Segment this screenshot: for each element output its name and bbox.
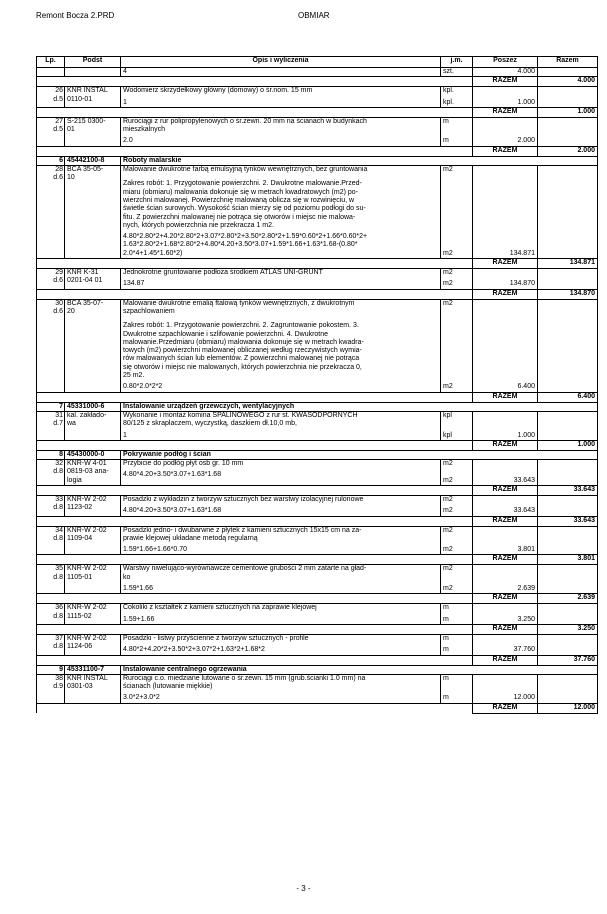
item-podst: kal. zakłado- wa bbox=[65, 411, 121, 440]
item-units bbox=[441, 460, 473, 486]
item-desc-text: Malowanie dwukrotne emalią ftalową tynków wewnętrznych, z dwukrotnym szpachlowaniem bbox=[123, 299, 355, 315]
item-podst: KNR-W 2-02 1105-01 bbox=[65, 565, 121, 594]
razem-total: 33.643 bbox=[538, 485, 598, 495]
section-title: Pokrywanie podłóg i ścian bbox=[121, 450, 598, 459]
item-unit-head: kpl bbox=[443, 411, 452, 419]
item-row bbox=[37, 674, 598, 703]
razem-blank bbox=[37, 259, 473, 269]
razem-total: 6.400 bbox=[538, 392, 598, 402]
item-total-empty bbox=[538, 674, 598, 703]
item-total-empty bbox=[538, 411, 598, 440]
item-total-empty bbox=[538, 526, 598, 555]
razem-blank bbox=[37, 107, 473, 117]
item-description bbox=[121, 634, 441, 655]
item-lp bbox=[37, 68, 65, 77]
section-code: 45430000-0 bbox=[65, 450, 121, 459]
razem-total: 2.639 bbox=[538, 594, 598, 604]
razem-total: 37.760 bbox=[538, 655, 598, 665]
item-lp: 35 d.8 bbox=[37, 565, 65, 594]
razem-total: 3.250 bbox=[538, 624, 598, 634]
item-desc-text: Rurociągi c.o. miedziane lutowane o śr.zewn. 15 mm (grub.ścianki 1.0 mm) na ścianach (lutowanie miękkie) bbox=[123, 674, 366, 691]
razem-total: 1.000 bbox=[538, 107, 598, 117]
item-value: 4.000 bbox=[473, 68, 538, 77]
razem-label: RAZEM bbox=[473, 655, 538, 665]
item-unit-calc: kpl bbox=[443, 431, 452, 439]
item-unit-calc: m2 bbox=[443, 476, 453, 484]
razem-blank bbox=[37, 624, 473, 634]
item-unit-calc: m2 bbox=[443, 546, 453, 554]
item-units bbox=[441, 604, 473, 625]
item-value: 1.000 bbox=[473, 411, 538, 440]
section-number: 8 bbox=[37, 450, 65, 459]
item-desc-calc: 1.59+1.66 bbox=[123, 615, 155, 623]
item-unit-calc: m2 bbox=[443, 507, 453, 515]
item-desc-calc: 4.80*2.80*2+4.20*2.80*2+3.07*2.80*2+3.50*2.80*2+1.59*0.60*2+1.66*0.60*2+ 1.63*2.80*2+1.68*2.80*2+4.80*4.20+3.50*3.07+1.59*1.66+1.63*1.68-(0.80* 2.0*4+1.45*1.60*2) bbox=[123, 233, 368, 257]
item-value: 37.760 bbox=[473, 634, 538, 655]
item-unit-head: m2 bbox=[443, 166, 453, 174]
razem-blank bbox=[37, 516, 473, 526]
item-podst: KNR INSTAL 0110-01 bbox=[65, 87, 121, 108]
item-desc-calc: 4.80*4.20+3.50*3.07+1.63*1.68 bbox=[123, 471, 222, 479]
item-total-empty bbox=[538, 604, 598, 625]
razem-row bbox=[37, 516, 598, 526]
item-unit-head: m bbox=[443, 634, 449, 642]
item-row bbox=[37, 411, 598, 440]
razem-label: RAZEM bbox=[473, 259, 538, 269]
item-row bbox=[37, 117, 598, 146]
item-units bbox=[441, 526, 473, 555]
item-value: 3.801 bbox=[473, 526, 538, 555]
item-desc-text: Jednokrotne gruntowanie podłoża środkiem ATLAS UNI-GRUNT bbox=[123, 269, 323, 277]
item-value: 2.639 bbox=[473, 565, 538, 594]
section-row bbox=[37, 665, 598, 674]
section-number: 7 bbox=[37, 402, 65, 411]
razem-row bbox=[37, 146, 598, 156]
item-row bbox=[37, 269, 598, 290]
item-description bbox=[121, 269, 441, 290]
item-desc-calc: 0.80*2.0*2*2 bbox=[123, 383, 163, 391]
item-lp: 37 d.8 bbox=[37, 634, 65, 655]
razem-label: RAZEM bbox=[473, 516, 538, 526]
item-podst: KNR-W 2-02 1124-06 bbox=[65, 634, 121, 655]
item-desc-text: Przybicie do podłóg płyt osb gr. 10 mm bbox=[123, 460, 244, 468]
col-opis: Opis i wyliczenia bbox=[121, 57, 441, 68]
item-value: 33.643 bbox=[473, 495, 538, 516]
item-unit-calc: m2 bbox=[443, 383, 453, 391]
item-unit-calc: m2 bbox=[443, 280, 453, 288]
item-row bbox=[37, 526, 598, 555]
item-total-empty bbox=[538, 565, 598, 594]
item-desc-calc: 2.0 bbox=[123, 137, 133, 145]
razem-row bbox=[37, 392, 598, 402]
item-unit-calc: m bbox=[443, 646, 449, 654]
item-unit-head: m bbox=[443, 117, 449, 125]
item-desc-text: Posadzki jedno- i dwubarwne z płytek z kamieni sztucznych 15x15 cm na za- prawie klejowej układane metodą regularną bbox=[123, 526, 362, 542]
item-units bbox=[441, 269, 473, 290]
razem-label: RAZEM bbox=[473, 485, 538, 495]
razem-row bbox=[37, 107, 598, 117]
item-description bbox=[121, 299, 441, 392]
item-units bbox=[441, 117, 473, 146]
item-unit-head: m2 bbox=[443, 565, 453, 573]
item-unit-calc: m bbox=[443, 694, 449, 702]
item-value: 6.400 bbox=[473, 299, 538, 392]
item-units bbox=[441, 299, 473, 392]
razem-total: 12.000 bbox=[538, 703, 598, 713]
item-unit-head: m2 bbox=[443, 269, 453, 277]
section-title: Roboty malarskie bbox=[121, 156, 598, 165]
item-lp: 29 d.6 bbox=[37, 269, 65, 290]
item-value: 134.870 bbox=[473, 269, 538, 290]
item-lp: 33 d.8 bbox=[37, 495, 65, 516]
item-units bbox=[441, 674, 473, 703]
page-number: - 3 - bbox=[296, 884, 311, 893]
item-unit-head: m bbox=[443, 604, 449, 612]
item-total-empty bbox=[538, 634, 598, 655]
item-row bbox=[37, 87, 598, 108]
razem-row bbox=[37, 259, 598, 269]
section-code: 45442100-8 bbox=[65, 156, 121, 165]
item-podst: BCA 35-05- 10 bbox=[65, 166, 121, 259]
section-number: 9 bbox=[37, 665, 65, 674]
item-description bbox=[121, 117, 441, 146]
item-value: 33.643 bbox=[473, 460, 538, 486]
razem-row bbox=[37, 594, 598, 604]
razem-total: 134.870 bbox=[538, 289, 598, 299]
item-desc-text: Malowanie dwukrotne farbą emulsyjną tynków wewnętrznych, bez gruntowania bbox=[123, 166, 368, 174]
item-row bbox=[37, 634, 598, 655]
table-body bbox=[37, 68, 598, 714]
section-code: 45331000-6 bbox=[65, 402, 121, 411]
item-desc-calc: 4.80*4.20+3.50*3.07+1.63*1.68 bbox=[123, 507, 222, 515]
item-value: 1.000 bbox=[473, 87, 538, 108]
item-unit-head: m2 bbox=[443, 495, 453, 503]
item-description bbox=[121, 604, 441, 625]
section-row bbox=[37, 450, 598, 459]
razem-blank bbox=[37, 146, 473, 156]
item-row bbox=[37, 166, 598, 259]
item-total-empty bbox=[538, 299, 598, 392]
item-podst: KNR-W 2-02 1115-02 bbox=[65, 604, 121, 625]
item-description bbox=[121, 166, 441, 259]
item-unit-head: m2 bbox=[443, 526, 453, 534]
item-row bbox=[37, 460, 598, 486]
razem-row bbox=[37, 77, 598, 87]
razem-label: RAZEM bbox=[473, 392, 538, 402]
item-units bbox=[441, 87, 473, 108]
item-desc-calc: 1.59*1.66+1.66*0.70 bbox=[123, 546, 188, 554]
section-row bbox=[37, 156, 598, 165]
item-unit: szt. bbox=[441, 68, 473, 77]
razem-label: RAZEM bbox=[473, 624, 538, 634]
item-description bbox=[121, 495, 441, 516]
item-desc-text: Posadzki - listwy przyścienne z tworzyw sztucznych - profile bbox=[123, 634, 309, 642]
item-lp: 26 d.5 bbox=[37, 87, 65, 108]
razem-blank bbox=[37, 289, 473, 299]
item-description bbox=[121, 87, 441, 108]
razem-blank bbox=[37, 440, 473, 450]
item-row bbox=[37, 68, 598, 77]
razem-blank bbox=[37, 77, 473, 87]
item-desc-note: Zakres robót: 1. Przygotowanie powierzchni. 2. Zagruntowanie pokostem. 3. Dwukrotne szpachlowanie i szlifowanie powierzchni. 4. Dwukrotne malowanie.Przedmiaru (obmiaru) malowania dokonuje się w metrach kwadra- towych (m2) powierzchni malowanej obliczanej według rzeczywistych wymia- rów malowanych ścian lub elementów. Z powierzchni malowanej nie potrąca się otworów i miejsc nie malowanych, których powierzchnia nie przekracza 0, 25 m2. bbox=[123, 322, 364, 380]
razem-label: RAZEM bbox=[473, 77, 538, 87]
item-desc-text: Wodomierz skrzydełkowy główny (domowy) o śr.nom. 15 mm bbox=[123, 87, 313, 95]
razem-label: RAZEM bbox=[473, 555, 538, 565]
item-lp: 31 d.7 bbox=[37, 411, 65, 440]
razem-total: 1.000 bbox=[538, 440, 598, 450]
item-calc: 4 bbox=[121, 68, 441, 77]
item-units bbox=[441, 565, 473, 594]
item-total-empty bbox=[538, 68, 598, 77]
item-unit-calc: kpl. bbox=[443, 98, 454, 106]
item-podst: KNR-W 4-01 0819-03 ana- logia bbox=[65, 460, 121, 486]
item-lp: 36 d.8 bbox=[37, 604, 65, 625]
item-desc-text: Rurociągi z rur polipropylenowych o śr.zewn. 20 mm na ścianach w budynkach mieszkalnych bbox=[123, 117, 367, 134]
item-units bbox=[441, 166, 473, 259]
razem-row bbox=[37, 655, 598, 665]
item-podst bbox=[65, 68, 121, 77]
razem-total: 2.000 bbox=[538, 146, 598, 156]
col-jm: j.m. bbox=[441, 57, 473, 68]
item-unit-calc: m bbox=[443, 137, 449, 145]
section-number: 6 bbox=[37, 156, 65, 165]
razem-blank bbox=[37, 594, 473, 604]
item-total-empty bbox=[538, 117, 598, 146]
item-row bbox=[37, 604, 598, 625]
item-value: 2.000 bbox=[473, 117, 538, 146]
item-description bbox=[121, 460, 441, 486]
item-units bbox=[441, 411, 473, 440]
item-description bbox=[121, 526, 441, 555]
item-row bbox=[37, 299, 598, 392]
razem-blank bbox=[37, 555, 473, 565]
razem-blank bbox=[37, 655, 473, 665]
razem-blank bbox=[37, 703, 473, 713]
item-lp: 30 d.6 bbox=[37, 299, 65, 392]
item-desc-text: Warstwy niwelująco-wyrównawcze cementowe grubości 2 mm zatarte na gład- ko bbox=[123, 565, 367, 581]
item-desc-note: Zakres robót: 1. Przygotowanie powierzchni. 2. Dwukrotne malowanie.Przed- miaru (obmiaru) malowania dokonuje się w metrach kwadratowych (m2) po- wierzchni malowanej. Powierzchnię malowaną oblicza się w rozwinięciu, w świetle ścian surowych. Wysokość ścian mierzy się od poziomu podłogi do su- fitu. Z powierzchni malowanej nie potrąca się otworów i miejsc nie malowa- nych, których powierzchnia nie przekracza 1 m2. bbox=[123, 180, 366, 229]
col-razem: Razem bbox=[538, 57, 598, 68]
item-unit-calc: m2 bbox=[443, 585, 453, 593]
item-unit-head: m2 bbox=[443, 299, 453, 307]
razem-row bbox=[37, 703, 598, 713]
item-unit-head: m2 bbox=[443, 460, 453, 468]
razem-label: RAZEM bbox=[473, 594, 538, 604]
item-units bbox=[441, 495, 473, 516]
item-unit-calc: m bbox=[443, 615, 449, 623]
section-row bbox=[37, 402, 598, 411]
item-total-empty bbox=[538, 269, 598, 290]
section-title: Instalowanie urządzeń grzewczych, wentylacyjnych bbox=[121, 402, 598, 411]
item-desc-calc: 1 bbox=[123, 98, 127, 106]
item-unit-calc: m2 bbox=[443, 249, 453, 257]
item-description bbox=[121, 674, 441, 703]
razem-row bbox=[37, 555, 598, 565]
razem-row bbox=[37, 440, 598, 450]
item-total-empty bbox=[538, 495, 598, 516]
item-desc-calc: 3.0*2+3.0*2 bbox=[123, 694, 160, 702]
col-lp: Lp. bbox=[37, 57, 65, 68]
item-lp: 28 d.6 bbox=[37, 166, 65, 259]
document-title: OBMIAR bbox=[298, 11, 330, 20]
razem-row bbox=[37, 485, 598, 495]
document-filename: Remont Bocza 2.PRD bbox=[36, 11, 115, 20]
razem-label: RAZEM bbox=[473, 289, 538, 299]
item-value: 12.000 bbox=[473, 674, 538, 703]
razem-row bbox=[37, 289, 598, 299]
section-code: 45331100-7 bbox=[65, 665, 121, 674]
item-podst: KNR INSTAL 0301-03 bbox=[65, 674, 121, 703]
razem-label: RAZEM bbox=[473, 107, 538, 117]
item-podst: KNR-W 2-02 1109-04 bbox=[65, 526, 121, 555]
table-header-row bbox=[37, 57, 598, 68]
item-desc-text: Posadzki z wykładzin z tworzyw sztucznych bez warstwy izolacyjnej rulonowe bbox=[123, 495, 364, 503]
item-row bbox=[37, 565, 598, 594]
item-value: 134.871 bbox=[473, 166, 538, 259]
item-unit-head: kpl. bbox=[443, 87, 454, 95]
item-podst: S-215 0300- 01 bbox=[65, 117, 121, 146]
col-poszez: Poszez bbox=[473, 57, 538, 68]
item-lp: 34 d.8 bbox=[37, 526, 65, 555]
item-podst: KNR-W 2-02 1123-02 bbox=[65, 495, 121, 516]
obmiar-table bbox=[36, 56, 598, 714]
item-desc-text: Wykonanie i montaż komina SPALINOWEGO z rur st. KWASODPORNYCH 80/125 z skraplaczem, wyczystką, daszkiem dł.10,0 mb, bbox=[123, 411, 358, 428]
item-desc-calc: 134.87 bbox=[123, 280, 145, 288]
item-lp: 32 d.8 bbox=[37, 460, 65, 486]
razem-total: 4.000 bbox=[538, 77, 598, 87]
item-desc-calc: 1 bbox=[123, 431, 127, 439]
item-total-empty bbox=[538, 87, 598, 108]
item-row bbox=[37, 495, 598, 516]
item-total-empty bbox=[538, 166, 598, 259]
razem-row bbox=[37, 624, 598, 634]
item-total-empty bbox=[538, 460, 598, 486]
item-value: 3.250 bbox=[473, 604, 538, 625]
item-lp: 27 d.5 bbox=[37, 117, 65, 146]
razem-label: RAZEM bbox=[473, 703, 538, 713]
item-lp: 38 d.9 bbox=[37, 674, 65, 703]
razem-total: 134.871 bbox=[538, 259, 598, 269]
item-desc-calc: 4.80*2+4.20*2+3.50*2+3.07*2+1.63*2+1.68*2 bbox=[123, 646, 265, 654]
item-description bbox=[121, 565, 441, 594]
item-podst: KNR K-31 0201-04 01 bbox=[65, 269, 121, 290]
razem-total: 33.643 bbox=[538, 516, 598, 526]
item-unit-head: m bbox=[443, 674, 449, 682]
razem-total: 3.801 bbox=[538, 555, 598, 565]
razem-blank bbox=[37, 485, 473, 495]
item-description bbox=[121, 411, 441, 440]
section-title: Instalowanie centralnego ogrzewania bbox=[121, 665, 598, 674]
item-desc-text: Cokoliki z kształtek z kamieni sztucznych na zaprawie klejowej bbox=[123, 604, 317, 612]
razem-blank bbox=[37, 392, 473, 402]
col-podst: Podst bbox=[65, 57, 121, 68]
item-units bbox=[441, 634, 473, 655]
item-desc-calc: 1.59*1.66 bbox=[123, 585, 153, 593]
razem-label: RAZEM bbox=[473, 146, 538, 156]
item-podst: BCA 35-07- 20 bbox=[65, 299, 121, 392]
razem-label: RAZEM bbox=[473, 440, 538, 450]
